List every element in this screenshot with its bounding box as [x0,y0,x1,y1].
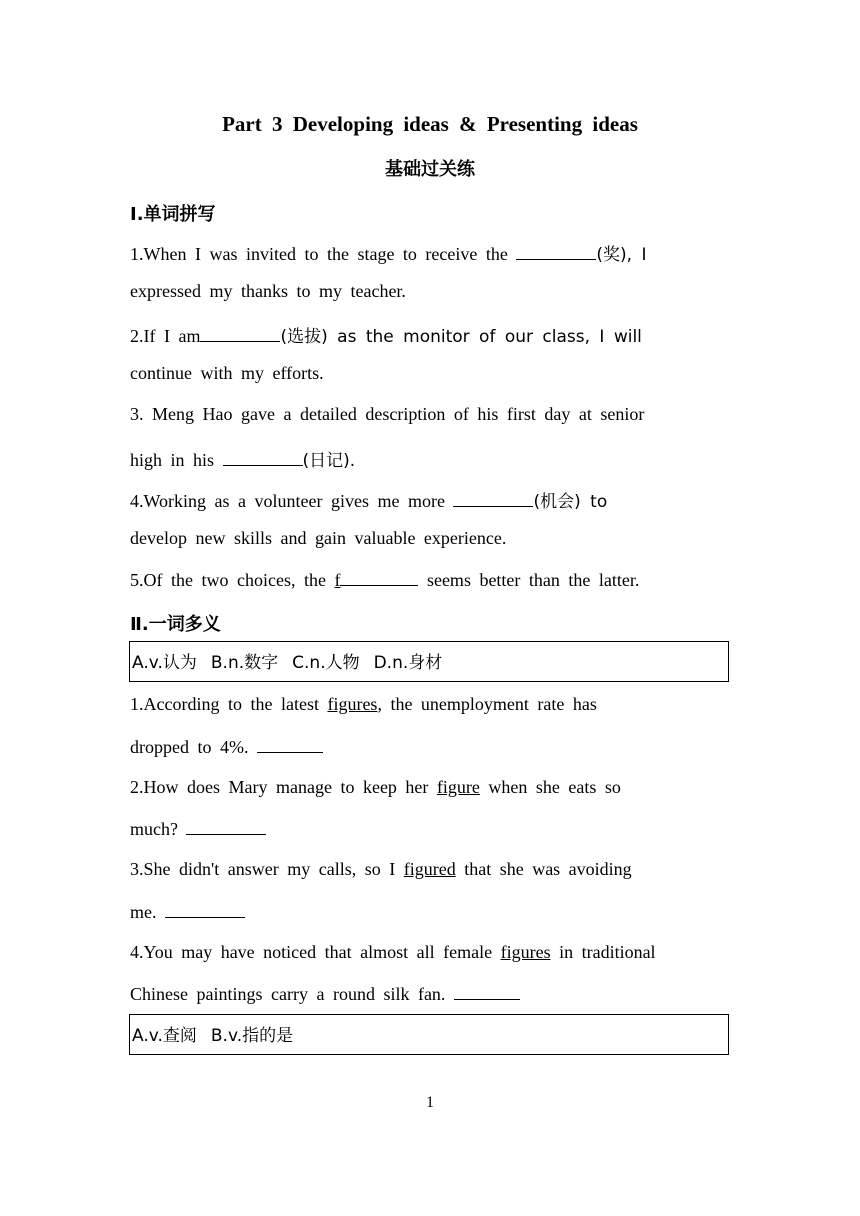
page-title: Part 3 Developing ideas & Presenting ideas [222,112,638,136]
polysemy-item-4-line-2: Chinese paintings carry a round silk fan. [130,983,520,1005]
polysemy-item-1-line-1: 1.According to the latest figures, the unemployment rate has [130,694,597,714]
option-a: A.v.查阅 [132,1026,197,1046]
spelling-item-2-line-1: 2.If I am (选拔) as the monitor of our class, I will [130,326,642,347]
polysemy-item-3-line-2: me. [130,901,245,923]
option-d: D.n.身材 [373,653,443,673]
option-b: B.n.数字 [210,653,279,673]
polysemy-item-2-line-2: much? [130,818,266,840]
spelling-item-1-line-1: 1.When I was invited to the stage to receive the (奖), I [130,244,647,265]
answer-blank[interactable] [453,490,533,507]
page-number: 1 [426,1094,434,1111]
page-subtitle: 基础过关练 [385,159,475,180]
polysemy-item-2-line-1: 2.How does Mary manage to keep her figure when she eats so [130,777,621,797]
option-c: C.n.人物 [292,653,360,673]
answer-blank[interactable] [516,243,596,260]
option-b: B.v.指的是 [210,1026,294,1046]
polysemy-item-3-line-1: 3.She didn't answer my calls, so I figured that she was avoiding [130,859,632,879]
answer-blank[interactable] [186,818,266,835]
spelling-item-2-line-2: continue with my efforts. [130,363,324,383]
answer-blank[interactable] [340,569,418,586]
answer-blank[interactable] [223,449,303,466]
polysemy-item-4-line-1: 4.You may have noticed that almost all female figures in traditional [130,942,656,962]
spelling-item-5: 5.Of the two choices, the f seems better than the latter. [130,570,640,590]
spelling-item-3-line-1: 3. Meng Hao gave a detailed description of his first day at senior [130,404,645,424]
spelling-item-1-line-2: expressed my thanks to my teacher. [130,281,406,301]
section-heading-polysemy: Ⅱ.一词多义 [130,614,221,635]
answer-blank[interactable] [200,325,280,342]
answer-blank[interactable] [454,983,520,1000]
options-box-figure [129,641,729,682]
spelling-item-4-line-1: 4.Working as a volunteer gives me more (机会) to [130,491,608,512]
section-heading-spelling: Ⅰ.单词拼写 [130,204,216,225]
options-box-refer [129,1014,729,1055]
spelling-item-3-line-2: high in his (日记). [130,450,356,471]
spelling-item-4-line-2: develop new skills and gain valuable experience. [130,528,507,548]
answer-blank[interactable] [257,736,323,753]
answer-blank[interactable] [165,901,245,918]
option-a: A.v.认为 [132,653,197,673]
polysemy-item-1-line-2: dropped to 4%. [130,736,323,758]
